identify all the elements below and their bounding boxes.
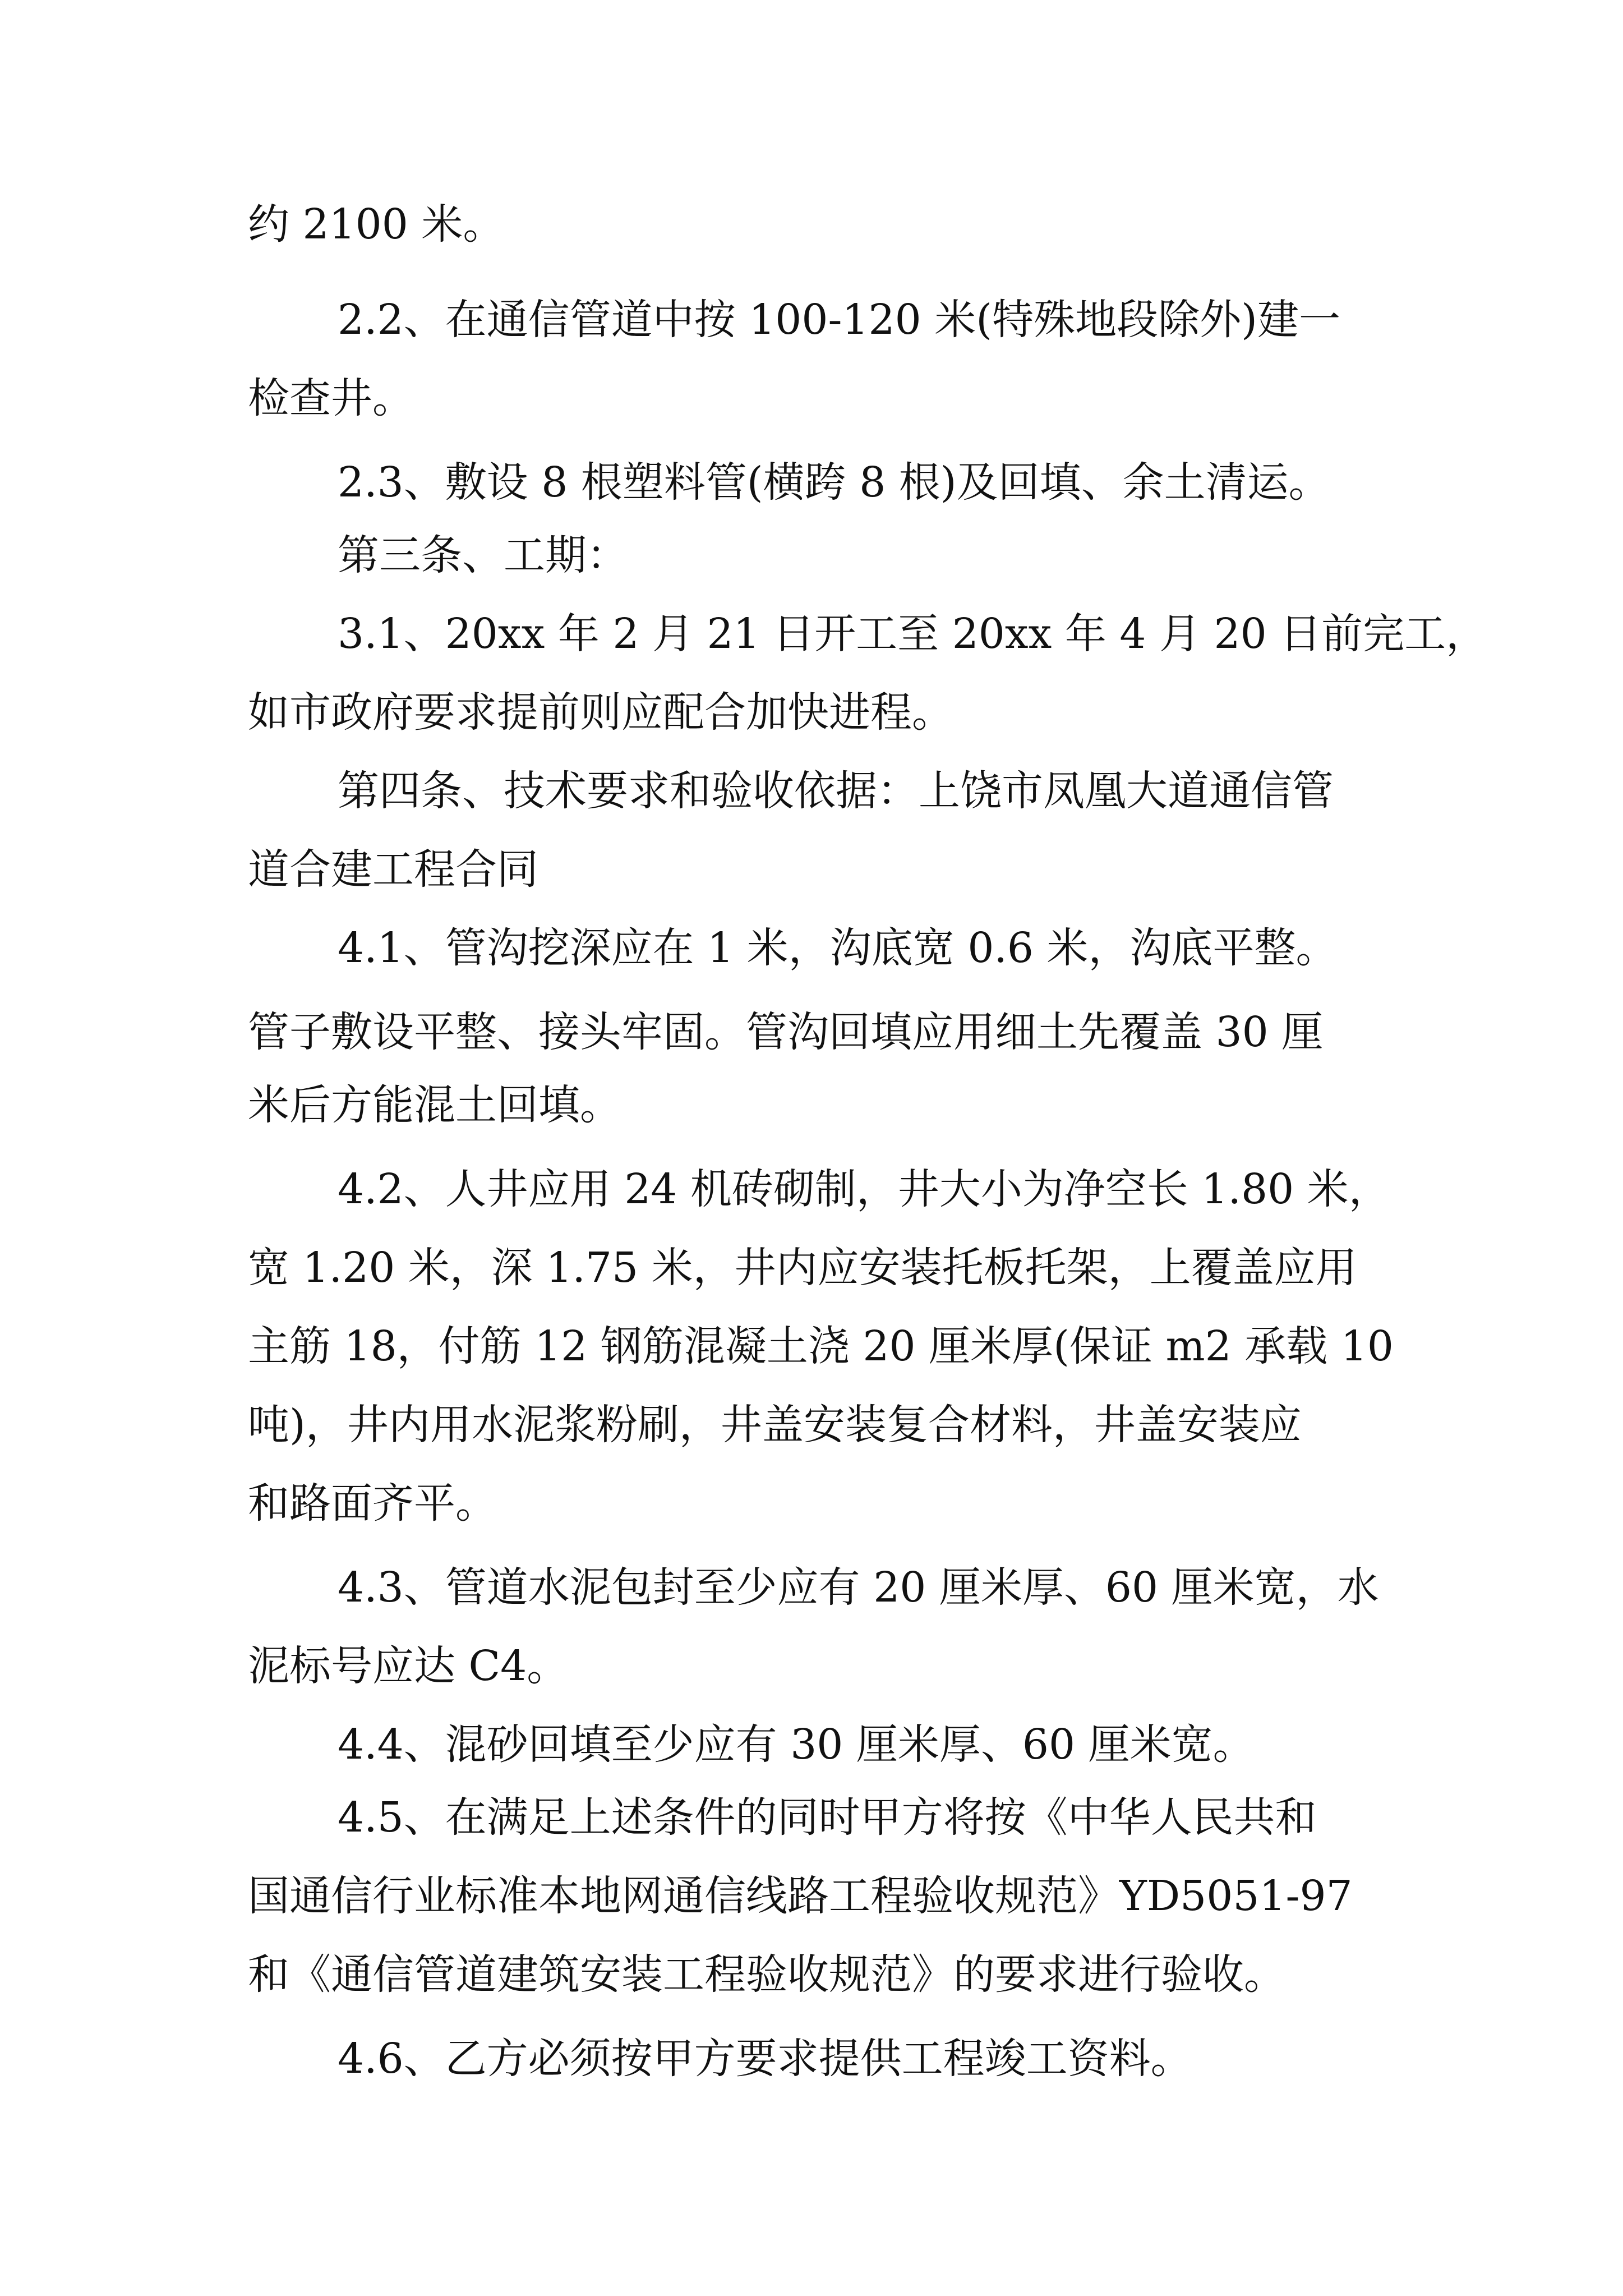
- text-line: 吨)，井内用水泥浆粉刷，井盖安装复合材料，井盖安装应: [248, 1401, 1302, 1449]
- text-line: 约 2100 米。: [248, 200, 505, 249]
- text-line: 如市政府要求提前则应配合加快进程。: [248, 688, 953, 737]
- text-line: 米后方能混土回填。: [248, 1081, 621, 1129]
- text-line: 3.1、20xx 年 2 月 21 日开工至 20xx 年 4 月 20 日前完工，: [338, 610, 1488, 658]
- text-line: 4.6、乙方必须按甲方要求提供工程竣工资料。: [338, 2035, 1192, 2083]
- text-line: 2.3、敷设 8 根塑料管(横跨 8 根)及回填、余土清运。: [338, 458, 1330, 507]
- text-line: 主筋 18，付筋 12 钢筋混凝土浇 20 厘米厚(保证 m2 承载 10: [248, 1322, 1394, 1370]
- text-line: 泥标号应达 C4。: [248, 1642, 569, 1690]
- text-line: 国通信行业标准本地网通信线路工程验收规范》YD5051-97: [248, 1872, 1353, 1920]
- text-line: 2.2、在通信管道中按 100-120 米(特殊地段除外)建一: [338, 296, 1340, 344]
- text-line: 检查井。: [248, 374, 414, 422]
- text-line: 4.5、在满足上述条件的同时甲方将按《中华人民共和: [338, 1793, 1317, 1842]
- text-line: 宽 1.20 米，深 1.75 米，井内应安装托板托架，上覆盖应用: [248, 1244, 1357, 1292]
- text-line: 和《通信管道建筑安装工程验收规范》的要求进行验收。: [248, 1950, 1285, 1999]
- text-line: 第三条、工期：: [338, 531, 628, 579]
- text-line: 第四条、技术要求和验收依据：上饶市凤凰大道通信管: [338, 767, 1334, 815]
- text-line: 4.2、人井应用 24 机砖砌制，井大小为净空长 1.80 米，: [338, 1165, 1390, 1213]
- text-line: 4.3、管道水泥包封至少应有 20 厘米厚、60 厘米宽，水: [338, 1563, 1379, 1612]
- text-line: 管子敷设平整、接头牢固。管沟回填应用细土先覆盖 30 厘: [248, 1008, 1324, 1056]
- text-line: 和路面齐平。: [248, 1479, 497, 1527]
- text-line: 4.1、管沟挖深应在 1 米，沟底宽 0.6 米，沟底平整。: [338, 924, 1338, 972]
- text-line: 4.4、混砂回填至少应有 30 厘米厚、60 厘米宽。: [338, 1720, 1255, 1769]
- text-line: 道合建工程合同: [248, 845, 538, 894]
